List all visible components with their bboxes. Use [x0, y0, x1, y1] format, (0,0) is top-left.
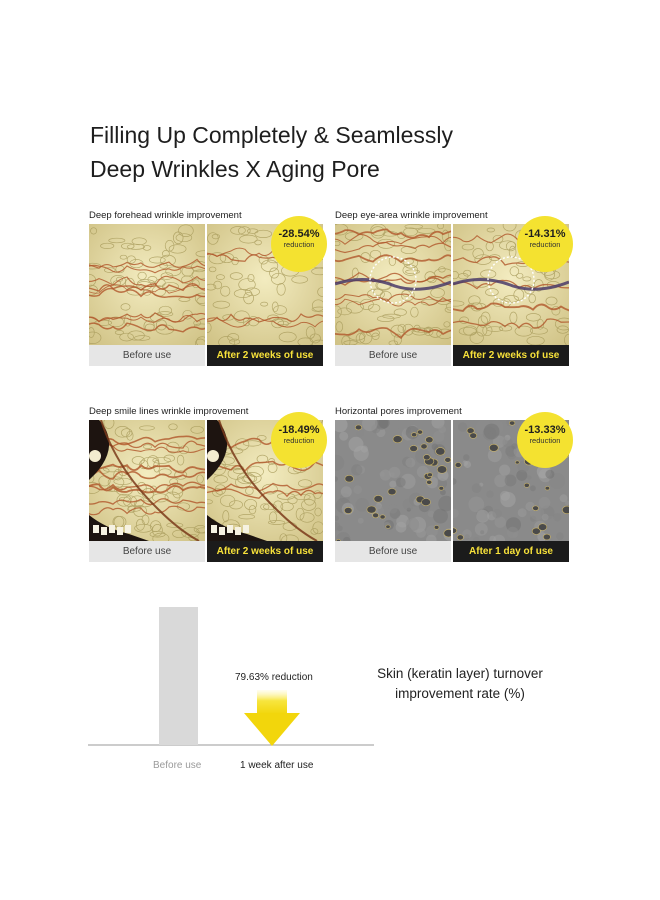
- reduction-arrow-icon: [244, 690, 300, 746]
- before-caption: Before use: [335, 541, 451, 562]
- badge-percent: -28.54%: [278, 228, 320, 240]
- bar-before-use: [159, 607, 198, 745]
- badge-percent: -14.31%: [524, 228, 566, 240]
- after-caption: After 2 weeks of use: [207, 541, 323, 562]
- badge-reduction-text: reduction: [529, 436, 561, 445]
- panel-title: Deep smile lines wrinkle improvement: [89, 406, 249, 417]
- badge-reduction-text: reduction: [283, 240, 315, 249]
- heading-line-1: Filling Up Completely & Seamlessly: [90, 122, 454, 148]
- badge-percent: -18.49%: [278, 424, 320, 436]
- after-caption: After 1 day of use: [453, 541, 569, 562]
- turnover-label-line-2: improvement rate (%): [395, 686, 525, 701]
- panel-title: Deep eye-area wrinkle improvement: [335, 210, 488, 221]
- turnover-label-line-1: Skin (keratin layer) turnover: [377, 666, 543, 681]
- x-label-after: 1 week after use: [240, 760, 314, 771]
- heading-line-2: Deep Wrinkles X Aging Pore: [90, 156, 380, 182]
- turnover-rate-label: [350, 664, 570, 704]
- before-caption: Before use: [335, 345, 451, 366]
- before-caption: Before use: [89, 345, 205, 366]
- x-label-before: Before use: [153, 760, 202, 771]
- reduction-annotation: 79.63% reduction: [235, 672, 313, 683]
- badge-reduction-text: reduction: [529, 240, 561, 249]
- panel-title: Deep forehead wrinkle improvement: [89, 210, 242, 221]
- after-caption: After 2 weeks of use: [207, 345, 323, 366]
- after-caption: After 2 weeks of use: [453, 345, 569, 366]
- before-caption: Before use: [89, 541, 205, 562]
- badge-reduction-text: reduction: [283, 436, 315, 445]
- panel-title: Horizontal pores improvement: [335, 406, 462, 417]
- badge-percent: -13.33%: [524, 424, 566, 436]
